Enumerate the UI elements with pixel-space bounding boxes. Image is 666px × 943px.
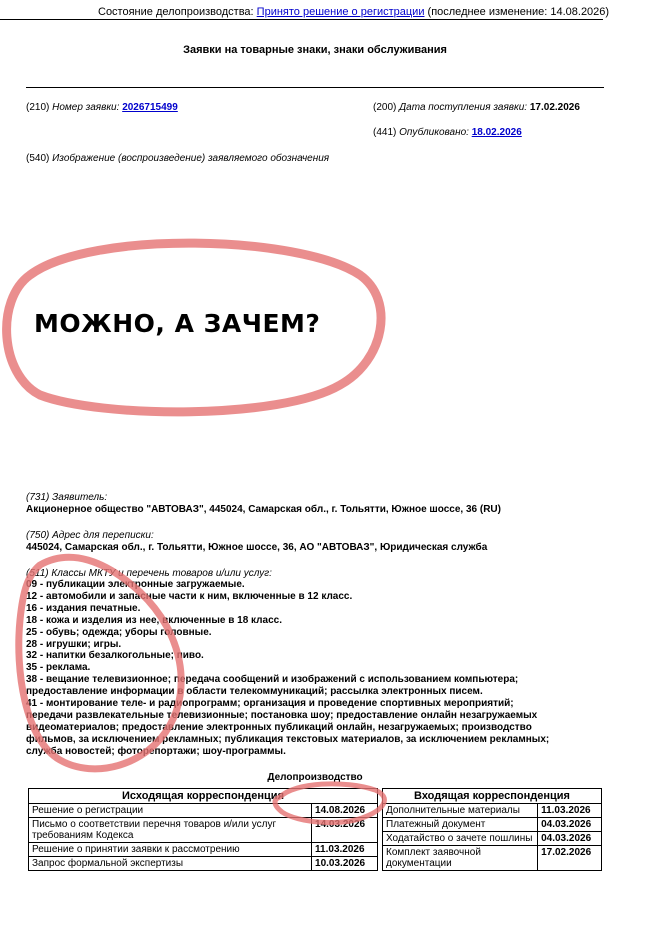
document-date: 17.02.2026 [538,846,602,871]
document-name: Дополнительные материалы [383,804,538,818]
class-line: 09 - публикации электронные загружаемые. [26,579,245,590]
document-name: Платежный документ [383,818,538,832]
class-line: видеоматериалов; предоставление электронных публикаций онлайн, незагружаемых; производство [26,721,532,733]
published-link[interactable]: 18.02.2026 [471,127,522,138]
document-name: Ходатайство о зачете пошлины [383,832,538,846]
document-date: 11.03.2026 [538,804,602,818]
status-line [0,6,610,20]
image-field [26,153,329,164]
class-line: 41 - монтирование теле- и радиопрограмм; организация и проведение спортивных мероприятий; [26,698,514,710]
incoming-header: Входящая корреспонденция [383,789,602,804]
class-line: 18 - кожа и изделия из нее, включенные в 18 класс. [26,614,282,626]
classes-code: (511) [26,568,49,579]
table-row [383,846,602,871]
image-label: Изображение (воспроизведение) заявляемого обозначения [52,153,330,164]
classes-block [26,568,646,758]
table-row [29,804,378,818]
address-block [26,530,626,553]
published-field [373,127,522,138]
applicant-block [26,492,626,515]
filing-date-label: Дата поступления заявки: [399,102,528,113]
image-code: (540) [26,153,50,164]
document-date: 04.03.2026 [538,832,602,846]
class-line: 28 - игрушки; игры. [26,638,122,650]
document-date: 14.03.2026 [312,818,378,843]
class-line: предоставление информации в области телекоммуникаций; рассылка электронных писем. [26,686,483,698]
document-date: 10.03.2026 [312,857,378,871]
title-divider [26,87,604,88]
filing-date-field [373,102,580,113]
class-line: 12 - автомобили и запасные части к ним, включенные в 12 класс. [26,590,353,602]
table-row [29,818,378,843]
document-name: Комплект заявочной документации [383,846,538,871]
application-number-field [26,102,178,113]
document-name: Решение о регистрации [29,804,312,818]
document-date: 11.03.2026 [312,843,378,857]
published-label: Опубликовано: [399,127,469,138]
class-line: 25 - обувь; одежда; уборы головные. [26,626,212,638]
status-label: Состояние делопроизводства: [98,6,254,18]
outgoing-table [28,788,378,871]
applicant-value: Акционерное общество "АВТОВАЗ", 445024, Самарская обл., г. Тольятти, Южное шоссе, 36 (RU) [26,504,501,515]
table-row [383,804,602,818]
class-line: служба новостей; фоторепортажи; шоу-программы. [26,745,286,757]
application-number-link[interactable]: 2026715499 [122,102,178,113]
classes-label: Классы МКТУ и перечень товаров и/или услуг: [51,568,272,579]
page-title: Заявки на товарные знаки, знаки обслуживания [183,44,447,56]
status-changed: (последнее изменение: 14.08.2026) [427,6,610,18]
class-line: 32 - напитки безалкогольные; пиво. [26,650,204,662]
document-date: 14.08.2026 [312,804,378,818]
document-date: 04.03.2026 [538,818,602,832]
class-line: 35 - реклама. [26,662,91,674]
classes-list [26,579,646,758]
document-name: Письмо о соответствии перечня товаров и/или услуг требованиям Кодекса [29,818,312,843]
table-row [383,832,602,846]
class-line: фильмов, за исключением рекламных; публикация текстовых материалов, за исключением рекламных; [26,733,550,745]
address-label: Адрес для переписки: [52,530,154,541]
applicant-code: (731) [26,492,50,503]
class-line: 38 - вещание телевизионное; передача сообщений и изображений с использованием компьютера; [26,674,519,686]
filing-date-code: (200) [373,102,397,113]
application-number-label: Номер заявки: [52,102,120,113]
outgoing-header: Исходящая корреспонденция [29,789,378,804]
address-value: 445024, Самарская обл., г. Тольятти, Южное шоссе, 36, АО "АВТОВАЗ", Юридическая служба [26,542,488,553]
table-row [383,818,602,832]
table-row [29,843,378,857]
published-code: (441) [373,127,397,138]
address-code: (750) [26,530,50,541]
proceedings-title: Делопроизводство [267,772,363,783]
status-link[interactable]: Принято решение о регистрации [256,6,425,18]
document-name: Запрос формальной экспертизы [29,857,312,871]
document-name: Решение о принятии заявки к рассмотрению [29,843,312,857]
trademark-image-text: МОЖНО, А ЗАЧЕМ? [34,309,321,338]
incoming-table [382,788,602,871]
class-line: передачи развлекательные телевизионные; постановка шоу; предоставление онлайн незагружаемых [26,709,538,721]
class-line: 16 - издания печатные. [26,602,141,614]
filing-date-value: 17.02.2026 [529,102,580,113]
applicant-label: Заявитель: [52,492,108,503]
table-row [29,857,378,871]
application-number-code: (210) [26,102,50,113]
